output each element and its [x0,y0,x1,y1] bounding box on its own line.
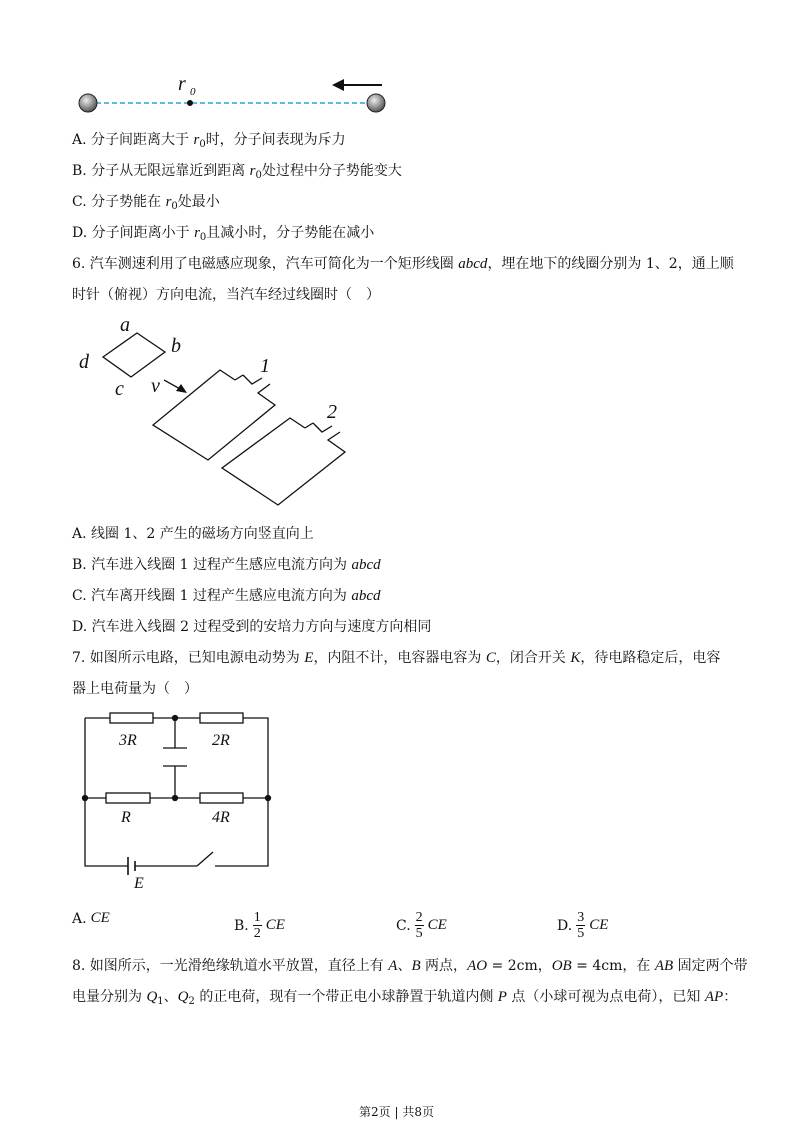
text-segment: 时针（俯视）方向电流，当汽车经过线圈时（ ） [72,287,380,303]
math-symbol: abcd [351,557,381,573]
label-E: E [134,875,144,892]
fraction [253,910,262,941]
r0-sub: 0 [190,86,196,98]
label-R: R [121,809,131,826]
text-segment: B. 分子从无限远靠近到距离 [72,163,250,179]
denominator: 5 [577,926,585,941]
math-symbol: abcd [458,256,488,272]
math-symbol: AB [654,958,674,974]
resistor-3R [110,713,153,723]
text-segment: 点（小球可视为点电荷），已知 [506,989,705,1005]
option-value: CE [90,910,110,926]
label-4R: 4R [212,809,230,826]
label-d: d [79,351,89,373]
q7-option-b[interactable] [234,910,285,941]
text-segment: 时，分子间表现为斥力 [205,132,346,148]
text-segment: = 2cm， [487,958,552,974]
math-symbol: AO [467,958,488,974]
denominator: 2 [253,926,261,941]
subscript: 0 [199,139,206,150]
capacitor [163,718,187,798]
math-symbol: P [497,989,507,1005]
fraction [415,910,424,941]
text-segment: C. 汽车离开线圈 1 过程产生感应电流方向为 [72,588,352,604]
math-symbol: r [194,225,200,241]
numerator: 3 [577,910,585,925]
text-segment: 且减小时，分子势能在减小 [206,225,375,241]
label-3R: 3R [119,732,137,749]
text-segment: D. 汽车进入线圈 2 过程受到的安培力方向与速度方向相同 [72,619,432,635]
math-symbol: K [570,650,581,666]
text-segment: 处过程中分子势能变大 [261,163,402,179]
circuit-diagram [0,0,300,900]
text-segment: 处最小 [177,194,220,210]
label-v: v [151,375,160,397]
question-line [72,988,737,1011]
text-segment: B. 汽车进入线圈 1 过程产生感应电流方向为 [72,557,352,573]
text-segment: ： [723,989,738,1005]
math-symbol: r [249,163,256,179]
question-line [72,957,748,975]
text-segment: 6. 汽车测速利用了电磁感应现象，汽车可简化为一个矩形线圈 [72,256,459,272]
battery [128,857,135,875]
text-segment: 器上电荷量为（ ） [72,681,198,697]
option-letter: C. [396,917,411,934]
math-symbol: C [485,650,496,666]
text-segment: ，内阻不计，电容器电容为 [313,650,486,666]
text-segment: A. 分子间距离大于 [72,132,194,148]
text-segment: 固定两个带 [673,958,748,974]
math-symbol: E [304,650,314,666]
text-segment: 8. 如图所示，一光滑绝缘轨道水平放置，直径上有 [72,958,389,974]
math-symbol: abcd [351,588,381,604]
label-b: b [171,335,181,357]
option-value: CE [265,917,285,933]
math-symbol: AP [704,989,724,1005]
text-segment: = 4cm，在 [571,958,655,974]
label-c: c [115,378,124,400]
subscript: 1 [157,996,164,1007]
fraction [576,910,585,941]
subscript: 0 [171,201,178,212]
text-segment: A. 线圈 1、2 产生的磁场方向竖直向上 [72,526,314,542]
r0-label: r [178,73,186,95]
text-segment: 、 [163,989,178,1005]
subscript: 0 [255,170,262,181]
page-footer: 第2页 | 共8页 [359,1105,434,1119]
text-segment: ，闭合开关 [495,650,571,666]
resistor-4R [200,793,243,803]
label-a: a [120,314,130,336]
text-segment: 的正电荷，现有一个带正电小球静置于轨道内侧 [194,989,498,1005]
math-symbol: B [411,958,421,974]
math-symbol: Q [177,989,189,1005]
denominator: 5 [415,926,423,941]
text-segment: ，待电路稳定后，电容 [580,650,721,666]
coil-2-label: 2 [327,401,337,423]
math-symbol: A [388,958,398,974]
text-segment: 7. 如图所示电路，已知电源电动势为 [72,650,305,666]
switch-K [197,852,213,866]
text-segment: 电量分别为 [72,989,147,1005]
text-segment: ，埋在地下的线圈分别为 1、2，通上顺 [487,256,734,272]
math-symbol: r [193,132,200,148]
label-2R: 2R [212,732,230,749]
option-letter: D. [557,917,573,934]
coil-1-label: 1 [260,355,270,377]
option-letter: A. [72,910,87,927]
subscript: 0 [199,232,207,243]
q7-option-c[interactable] [396,910,447,941]
option-value: CE [427,917,447,933]
option-value: CE [589,917,609,933]
text-segment: 两点， [420,958,468,974]
text-segment: D. 分子间距离小于 [72,225,195,241]
q7-option-a[interactable] [72,910,110,927]
text-segment: 、 [397,958,412,974]
q7-option-d[interactable] [557,910,608,941]
math-symbol: r [165,194,172,210]
resistor-2R [200,713,243,723]
math-symbol: Q [146,989,158,1005]
option-letter: B. [234,917,249,934]
resistor-R [106,793,150,803]
numerator: 1 [253,910,261,925]
text-segment: C. 分子势能在 [72,194,166,210]
numerator: 2 [415,910,423,925]
subscript: 2 [188,996,195,1007]
math-symbol: OB [551,958,572,974]
